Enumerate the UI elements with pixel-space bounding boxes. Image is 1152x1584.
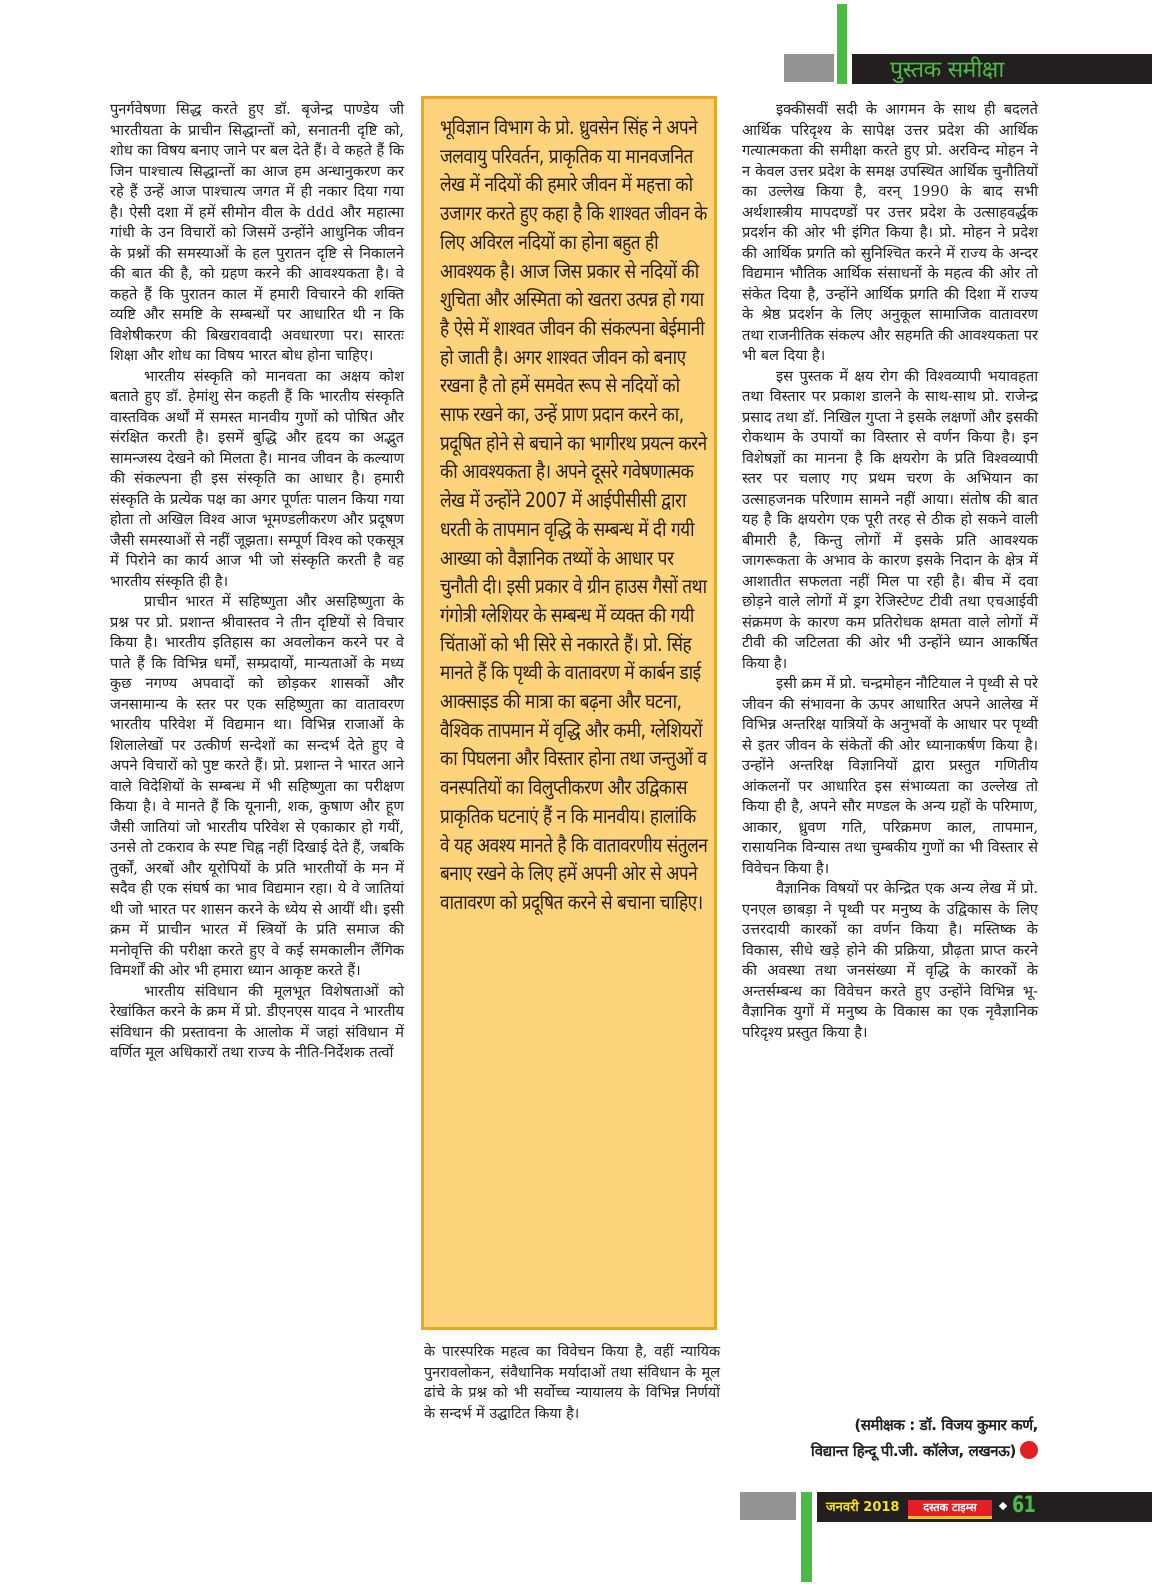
issue-date: जनवरी 2018 [826, 1500, 900, 1515]
header-grey-block [784, 54, 834, 82]
article-column-3 [742, 100, 1038, 1043]
page-number: 61 [1012, 1493, 1035, 1518]
end-mark-icon [1020, 1441, 1038, 1459]
reviewer-affiliation: विद्यान्त हिन्दू पी.जी. कॉलेज, लखनऊ) [810, 1442, 1016, 1460]
article-column-2-continuation [424, 1342, 720, 1424]
highlight-text: भूविज्ञान विभाग के प्रो. ध्रुवसेन सिंह ने अपने जलवायु परिवर्तन, प्राकृतिक या मानवजनित लेख में नदियों की हमारे जीवन में महत्ता को उजागर करते हुए कहा है कि शाश्वत जीवन के लिए अविरल नदियों का होना बहुत ही आवश्यक है। आज जिस प्रकार से नदियों की शुचिता और अस्मिता को खतरा उत्पन्न हो गया है ऐसे में शाश्वत जीवन की संकल्पना बेईमानी हो जाती है। अगर शाश्वत जीवन को बनाए रखना है तो हमें समवेत रूप से नदियों को साफ रखने का, उन्हें प्राण प्रदान करने का, प्रदूषित होने से बचाने का भागीरथ प्रयत्न करने की आवश्यकता है। अपने दूसरे गवेषणात्मक लेख में उन्होंने 2007 में आईपीसीसी द्वारा धरती के तापमान वृद्धि के सम्बन्ध में दी गयी आख्या को वैज्ञानिक तथ्यों के आधार पर चुनौती दी। इसी प्रकार वे ग्रीन हाउस गैसों तथा गंगोत्री ग्लेशियर के सम्बन्ध में व्यक्त की गयी चिंताओं को भी सिरे से नकारते हैं। प्रो. सिंह मानते हैं कि पृथ्वी के वातावरण में कार्बन डाई आक्साइड की मात्रा का बढ़ना और घटना, वैश्विक तापमान में वृद्धि और कमी, ग्लेशियरों का पिघलना और विस्तार होना तथा जन्तुओं व वनस्पतियों का विलुप्तीकरण और उद्विकास प्राकृतिक घटनाएं हैं न कि मानवीय। हालांकि वे यह अवश्य मानते है कि वातावरणीय संतुलन बनाए रखने के लिए हमें अपनी ओर से अपने वातावरण को प्रदूषित करने से बचाना चाहिए। [440, 115, 708, 914]
reviewer-signoff [742, 1412, 1038, 1464]
paragraph: भारतीय संविधान की मूलभूत विशेषताओं को रेखांकित करने के क्रम में प्रो. डीएनएस यादव ने भारतीय संविधान की प्रस्तावना के आलोक में जहां संविधान में वर्णित मूल अधिकारों तथा राज्य के नीति-निर्देशक तत्वों [110, 982, 404, 1061]
footer-green-bar [801, 1492, 812, 1582]
paragraph: भारतीय संस्कृति को मानवता का अक्षय कोश बताते हुए डॉ. हेमांशु सेन कहती हैं कि भारतीय संस्कृति वास्तविक अर्थों में समस्त मानवीय गुणों को पोषित और संरक्षित करती है। इसमें बुद्धि और हृदय का अद्भुत सामन्जस्य देखने को मिलता है। मानव जीवन के कल्याण की संकल्पना ही इस संस्कृति का आधार है। हमारी संस्कृति के प्रत्येक पक्ष का अगर पूर्णतः पालन किया गया होता तो अखिल विश्व आज भूमण्डलीकरण और प्रदूषण जैसी समस्याओं से नहीं जूझता। सम्पूर्ण विश्व को एकसूत्र में पिरोने का कार्य आज भी जो संस्कृति करती है वह भारतीय संस्कृति ही है। [110, 367, 404, 590]
paragraph: वैज्ञानिक विषयों पर केन्द्रित एक अन्य लेख में प्रो. एनएल छाबड़ा ने पृथ्वी पर मनुष्य के उद्विकास के लिए उत्तरदायी कारकों का वर्णन किया है। मस्तिष्क के विकास, सीधे खड़े होने की प्रक्रिया, प्रौढ़ता प्राप्त करने की अवस्था तथा जनसंख्या में वृद्धि के कारकों के अन्तर्सम्बन्ध का विवेचन करते हुए उन्होंने विभिन्न भू-वैज्ञानिक युगों में मनुष्य के विकास का एक नृवैज्ञानिक परिदृश्य प्रस्तुत किया है। [742, 880, 1038, 1041]
magazine-logo: दस्तक टाइम्स [908, 1500, 992, 1519]
footer-grey-block [740, 1492, 796, 1520]
paragraph: के पारस्परिक महत्व का विवेचन किया है, वहीं न्यायिक पुनरावलोकन, संवैधानिक मर्यादाओं तथा संविधान के मूल ढांचे के प्रश्न को भी सर्वोच्च न्यायालय के विभिन्न निर्णयों के सन्दर्भ में उद्घाटित किया है। [424, 1344, 720, 1422]
highlight-box [421, 96, 717, 1330]
article-column-1 [110, 100, 404, 1064]
paragraph: इसी क्रम में प्रो. चन्द्रमोहन नौटियाल ने पृथ्वी से परे जीवन की संभावना के ऊपर आधारित अपने आलेख में विभिन्न अन्तरिक्ष यात्रियों के अनुभवों के आधार पर पृथ्वी से इतर जीवन के संकेतों की ओर ध्यानाकर्षण किया है। उन्होंने अन्तरिक्ष विज्ञानियों द्वारा प्रस्तुत गणितीय आंकलनों पर आधारित इस संभाव्यता का उल्लेख तो किया ही है, अपने सौर मण्डल के अन्य ग्रहों के परिमाण, आकार, ध्रुवण गति, परिक्रमण काल, तापमान, रासायनिक विन्यास तथा चुम्बकीय गुणों का भी विस्तार से विवेचन किया है। [742, 675, 1038, 877]
paragraph: पुनर्गवेषणा सिद्ध करते हुए डॉ. बृजेन्द्र पाण्डेय जी भारतीयता के प्राचीन सिद्धान्तों को, सनातनी दृष्टि को, शोध का विषय बनाए जाने पर बल देते हैं। वे कहते हैं कि जिन पाश्चात्य सिद्धान्तों का आज हम अन्धानुकरण कर रहे हैं उन्हें आज पाश्चात्य जगत में ही नकार दिया गया है। ऐसी दशा में हमें सीमोन वील के ddd और महात्मा गांधी के उन विचारों को जिसमें उन्होंने आधुनिक जीवन के प्रश्नों की समस्याओं के हल पुरातन दृष्टि से निकालने की बात की है, को ग्रहण करने की आवश्यकता है। वे कहते हैं कि पुरातन काल में हमारी विचारने की शक्ति व्यष्टि और समष्टि के सम्बन्धों पर आधारित थी न कि विशेषीकरण की बिखराववादी अवधारणा पर। सारतः शिक्षा और शोध का विषय भारत बोध होना चाहिए। [110, 101, 404, 364]
paragraph: इक्कीसवीं सदी के आगमन के साथ ही बदलते आर्थिक परिदृश्य के सापेक्ष उत्तर प्रदेश की आर्थिक गत्यात्मकता की समीक्षा करते हुए प्रो. अरविन्द मोहन ने न केवल उत्तर प्रदेश के समक्ष उपस्थित आर्थिक चुनौतियों का उल्लेख किया है, वरन् 1990 के बाद सभी अर्थशास्त्रीय मापदण्डों पर उत्तर प्रदेश के उत्साहवर्द्धक प्रदर्शन की ओर भी इंगित किया है। प्रो. मोहन ने प्रदेश की आर्थिक प्रगति को सुनिश्चित करने में राज्य के अन्दर विद्यमान भौतिक आर्थिक संसाधनों के महत्व की ओर तो संकेत दिया है, उन्होंने आर्थिक प्रगति की दिशा में राज्य के श्रेष्ठ प्रदर्शन के लिए अनुकूल सामाजिक वातावरण तथा राजनीतिक संकल्प और सहमति की आवश्यकता पर भी बल दिया है। [742, 101, 1038, 364]
section-title: पुस्तक समीक्षा [890, 57, 1004, 83]
reviewer-name: (समीक्षक : डॉ. विजय कुमार कर्ण, [854, 1416, 1038, 1434]
header-green-bar [837, 4, 847, 84]
reviewer-affiliation-line [742, 1438, 1038, 1464]
paragraph: प्राचीन भारत में सहिष्णुता और असहिष्णुता के प्रश्न पर प्रो. प्रशान्त श्रीवास्तव ने तीन दृष्टियों से विचार किया है। भारतीय इतिहास का अवलोकन करने पर वे पाते हैं कि विभिन्न धर्मों, सम्प्रदायों, मान्यताओं के मध्य कुछ नगण्य अपवादों को छोड़कर शासकों और जनसामान्य के स्तर पर एक सहिष्णुता का वातावरण भारतीय परिवेश में विद्यमान था। विभिन्न राजाओं के शिलालेखों पर उत्कीर्ण सन्देशों का सन्दर्भ देते हुए वे अपने विचारों को पुष्ट करते हैं। प्रो. प्रशान्त ने भारत आने वाले विदेशियों के सम्बन्ध में भी सहिष्णुता का परीक्षण किया है। वे मानते हैं कि यूनानी, शक, कुषाण और हूण जैसी जातियां जो भारतीय परिवेश से एकाकार हो गयीं, उनसे तो टकराव के स्पष्ट चिह्न नहीं दिखाई देते हैं, जबकि तुर्कों, अरबों और यूरोपियों के प्रति भारतीयों के मन में सदैव ही एक संघर्ष का भाव विद्यमान रहा। ये वे जातियां थी जो भारत पर शासन करने के ध्येय से आयीं थी। इसी क्रम में प्राचीन भारत में स्त्रियों के प्रति समाज की मनोवृत्ति की परीक्षा करते हुए वे कई समकालीन लैंगिक विमर्शों की ओर भी हमारा ध्यान आकृष्ट करते हैं। [110, 593, 404, 979]
paragraph: इस पुस्तक में क्षय रोग की विश्वव्यापी भयावहता तथा विस्तार पर प्रकाश डालने के साथ-साथ प्रो. राजेन्द्र प्रसाद तथा डॉ. निखिल गुप्ता ने इसके लक्षणों और इसकी रोकथाम के उपायों का विस्तार से वर्णन किया है। इन विशेषज्ञों का मानना है कि क्षयरोग के प्रति विश्वव्यापी स्तर पर चलाए गए प्रथम चरण के अभियान का उत्साहजनक परिणाम सामने नहीं आया। संतोष की बात यह है कि क्षयरोग एक पूरी तरह से ठीक हो सकने वाली बीमारी है, किन्तु लोगों में इसके प्रति आवश्यक जागरूकता के अभाव के कारण इसके निदान के क्षेत्र में आशातीत सफलता नहीं मिल पा रही है। बीच में दवा छोड़ने वाले लोगों में ड्रग रेजिस्टेण्ट टीवी तथा एचआईवी संक्रमण के कारण कम प्रतिरोधक क्षमता वाले लोगों में टीवी की जटिलता की ओर भी उन्होंने ध्यान आकर्षित किया है। [742, 367, 1038, 672]
